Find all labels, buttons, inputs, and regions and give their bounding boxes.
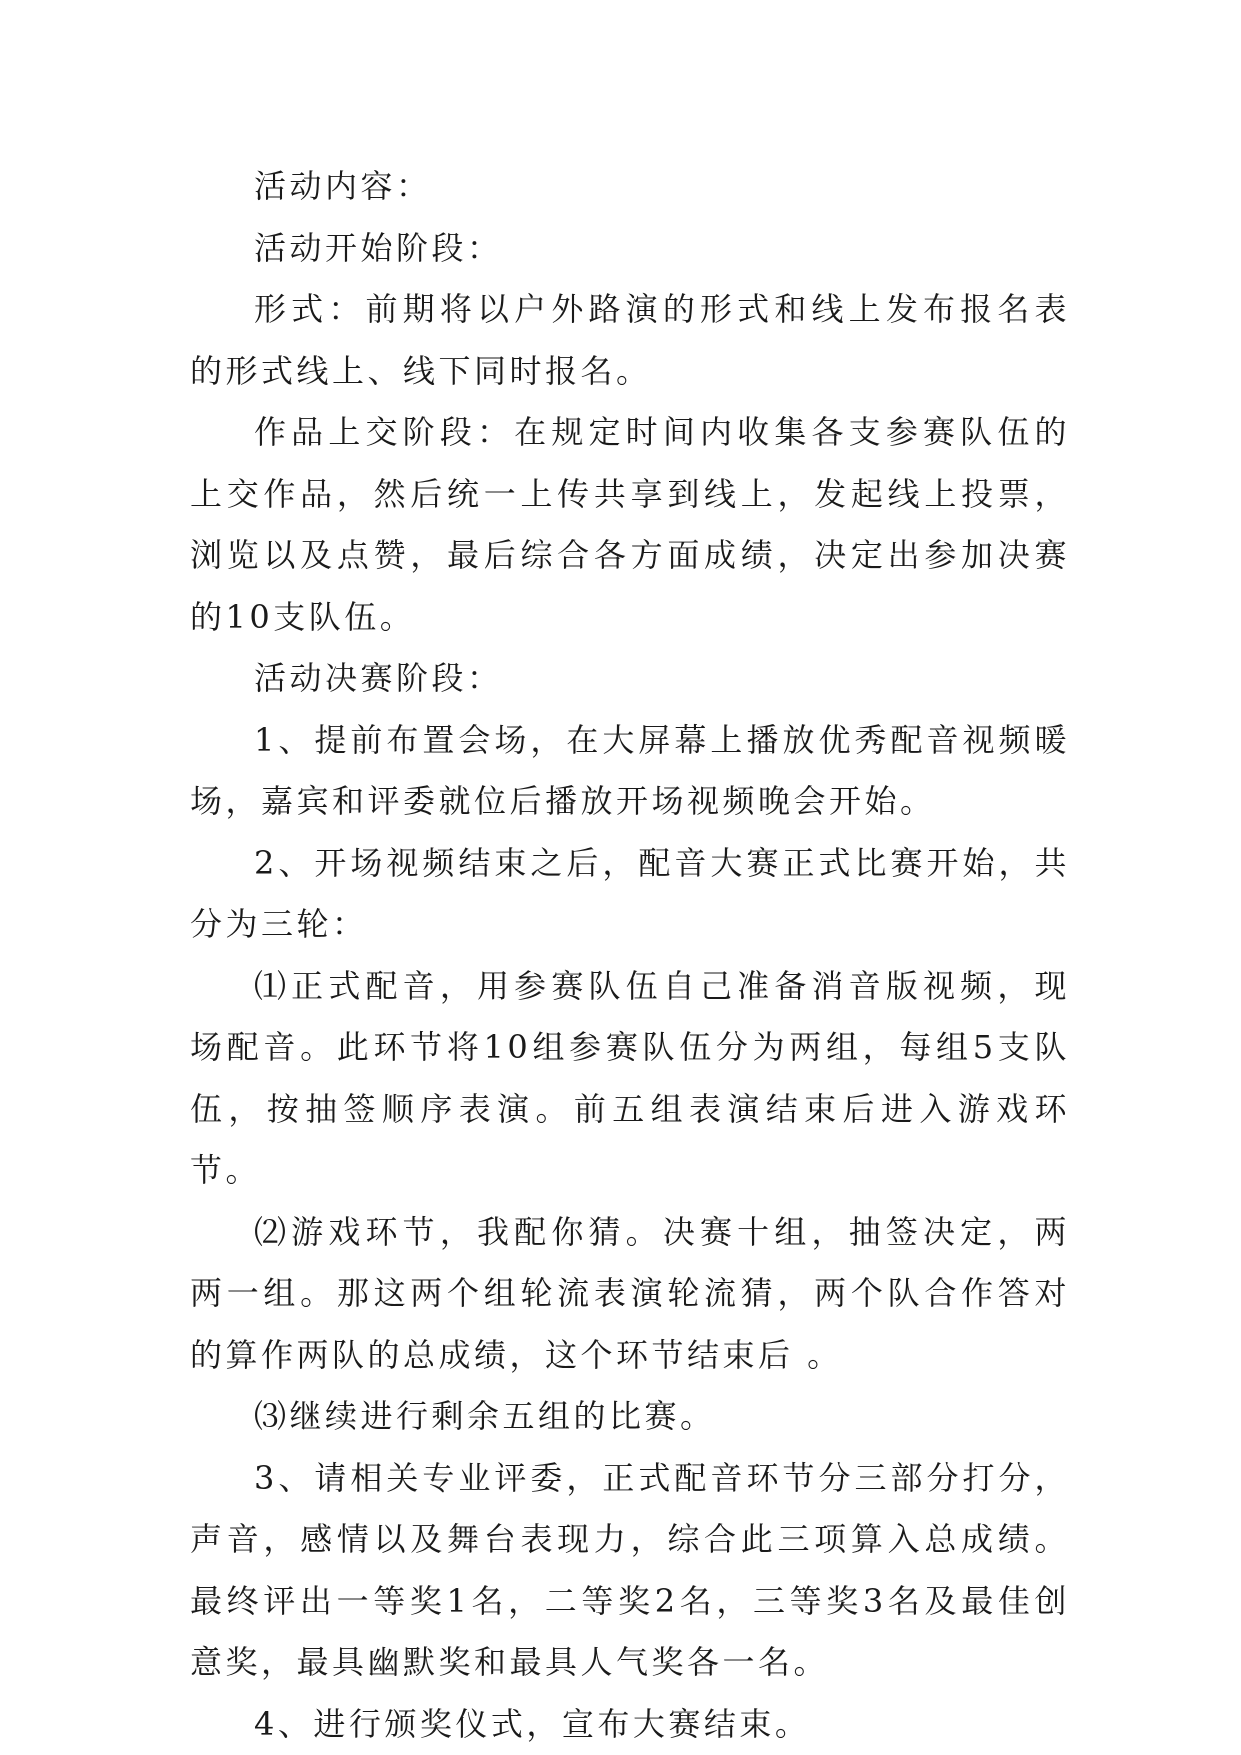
paragraph-item-3: 3、请相关专业评委，正式配音环节分三部分打分，声音，感情以及舞台表现力，综合此三项算入总成绩。最终评出一等奖1名，二等奖2名，三等奖3名及最佳创意奖，最具幽默奖和最具人气奖各一名。	[190, 1448, 1070, 1694]
paragraph-item-2: 2、开场视频结束之后，配音大赛正式比赛开始，共分为三轮：	[190, 833, 1070, 956]
document-body	[190, 156, 1070, 1755]
paragraph-round-2: ⑵游戏环节，我配你猜。决赛十组，抽签决定，两两一组。那这两个组轮流表演轮流猜，两个队合作答对的算作两队的总成绩，这个环节结束后 。	[190, 1202, 1070, 1387]
paragraph-activity-content: 活动内容：	[190, 156, 1070, 218]
paragraph-submission-stage: 作品上交阶段：在规定时间内收集各支参赛队伍的上交作品，然后统一上传共享到线上，发起线上投票，浏览以及点赞，最后综合各方面成绩，决定出参加决赛的10支队伍。	[190, 402, 1070, 648]
paragraph-final-stage: 活动决赛阶段：	[190, 648, 1070, 710]
paragraph-format: 形式：前期将以户外路演的形式和线上发布报名表的形式线上、线下同时报名。	[190, 279, 1070, 402]
paragraph-item-4: 4、进行颁奖仪式，宣布大赛结束。	[190, 1694, 1070, 1755]
paragraph-start-stage: 活动开始阶段：	[190, 218, 1070, 280]
paragraph-item-1: 1、提前布置会场，在大屏幕上播放优秀配音视频暖场，嘉宾和评委就位后播放开场视频晚会开始。	[190, 710, 1070, 833]
paragraph-round-3: ⑶继续进行剩余五组的比赛。	[190, 1386, 1070, 1448]
paragraph-round-1: ⑴正式配音，用参赛队伍自己准备消音版视频，现场配音。此环节将10组参赛队伍分为两组，每组5支队伍，按抽签顺序表演。前五组表演结束后进入游戏环节。	[190, 956, 1070, 1202]
